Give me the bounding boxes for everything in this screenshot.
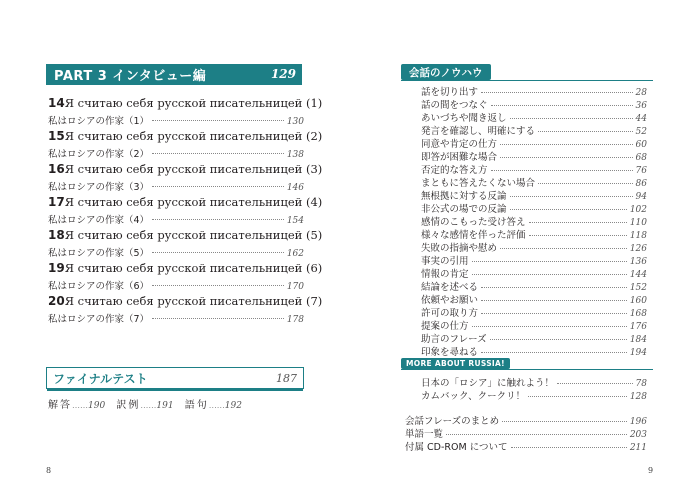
more-about-russia-tag: MORE ABOUT RUSSIA!: [401, 358, 510, 369]
knowhow-item[interactable]: 提案の仕方 176: [421, 321, 647, 332]
conversation-knowhow-tag: 会話のノウハウ: [401, 64, 491, 80]
knowhow-item[interactable]: 様々な感情を伴った評価 118: [421, 230, 647, 241]
dot-leader: [152, 252, 284, 253]
knowhow-item[interactable]: まともに答えたくない場合 86: [421, 178, 647, 189]
entry-title-ru: Я считаю себя русской писательницей (3): [64, 162, 323, 176]
knowhow-item[interactable]: 結論を述べる 152: [421, 282, 647, 293]
knowhow-item[interactable]: 許可の取り方 168: [421, 308, 647, 319]
final-test-underline: [47, 389, 303, 391]
toc-entry-18[interactable]: [48, 228, 323, 259]
toc-entry-17[interactable]: [48, 195, 323, 226]
entry-title-ja: 私はロシアの作家（5）: [48, 248, 150, 259]
entry-title-ja: 私はロシアの作家（3）: [48, 182, 150, 193]
entry-title-ja: 私はロシアの作家（6）: [48, 281, 150, 292]
knowhow-item[interactable]: 失敗の指摘や慰め 126: [421, 243, 647, 254]
knowhow-item[interactable]: 事実の引用 136: [421, 256, 647, 267]
section-rule: [401, 80, 653, 81]
part-3-header[interactable]: [46, 64, 302, 84]
entry-page: 178: [286, 315, 304, 325]
knowhow-item[interactable]: 感情のこもった受け答え 110: [421, 217, 647, 228]
column-item[interactable]: 日本の「ロシア」に触れよう！ 78: [421, 378, 647, 389]
entry-number: 15: [48, 129, 65, 143]
entry-title-ja: 私はロシアの作家（7）: [48, 314, 150, 325]
header-rule: [46, 84, 302, 85]
dot-leader: [152, 153, 284, 154]
knowhow-item[interactable]: 非公式の場での反論 102: [421, 204, 647, 215]
knowhow-item[interactable]: 否定的な答え方 76: [421, 165, 647, 176]
entry-page: 154: [286, 216, 304, 226]
final-test-title: ファイナルテスト: [53, 371, 148, 386]
entry-title-ja: 私はロシアの作家（1）: [48, 116, 150, 127]
right-page: [350, 0, 700, 497]
appendix-item[interactable]: 単語一覧 203: [405, 429, 647, 440]
toc-entry-16[interactable]: [48, 162, 323, 193]
toc-entry-15[interactable]: [48, 129, 323, 160]
entry-number: 20: [48, 294, 65, 308]
toc-entry-19[interactable]: [48, 261, 323, 292]
part-title: PART 3 インタビュー編: [54, 68, 207, 84]
page-number-left: 8: [46, 466, 52, 475]
entry-title-ru: Я считаю себя русской писательницей (6): [64, 261, 323, 275]
knowhow-item[interactable]: 印象を尋ねる 194: [421, 347, 647, 358]
dot-leader: [152, 285, 284, 286]
knowhow-item[interactable]: 即答が困難な場合 68: [421, 152, 647, 163]
final-test-page: 187: [276, 371, 297, 385]
knowhow-item[interactable]: 話を切り出す 28: [421, 87, 647, 98]
entry-title-ja: 私はロシアの作家（4）: [48, 215, 150, 226]
entry-number: 14: [48, 96, 65, 110]
entry-page: 162: [286, 249, 304, 259]
part-page-number: 129: [270, 67, 296, 81]
more-rule: [401, 369, 653, 370]
entry-title-ru: Я считаю себя русской писательницей (5): [64, 228, 323, 242]
knowhow-item[interactable]: 発言を確認し、明確にする 52: [421, 126, 647, 137]
entry-title-ru: Я считаю себя русской писательницей (2): [64, 129, 323, 143]
final-subitem-translations[interactable]: 訳例……191: [116, 400, 174, 411]
entry-number: 16: [48, 162, 65, 176]
entry-number: 17: [48, 195, 65, 209]
toc-entry-14[interactable]: [48, 96, 323, 127]
dot-leader: [152, 120, 284, 121]
knowhow-item[interactable]: 話の間をつなぐ 36: [421, 100, 647, 111]
entry-page: 130: [286, 117, 304, 127]
entry-title-ru: Я считаю себя русской писательницей (7): [64, 294, 323, 308]
dot-leader: [152, 186, 284, 187]
knowhow-item[interactable]: 情報の肯定 144: [421, 269, 647, 280]
dot-leader: [152, 219, 284, 220]
final-test-header[interactable]: [46, 367, 304, 389]
entry-title-ru: Я считаю себя русской писательницей (1): [64, 96, 323, 110]
appendix-item[interactable]: 会話フレーズのまとめ 196: [405, 416, 647, 427]
toc-entry-20[interactable]: [48, 294, 323, 325]
entry-page: 146: [286, 183, 304, 193]
entry-page: 138: [286, 150, 304, 160]
knowhow-item[interactable]: あいづちや聞き返し 44: [421, 113, 647, 124]
knowhow-item[interactable]: 無根拠に対する反論 94: [421, 191, 647, 202]
entry-title-ru: Я считаю себя русской писательницей (4): [64, 195, 323, 209]
column-item[interactable]: カムバック、クークリ！ 128: [421, 391, 647, 402]
page-number-right: 9: [648, 466, 654, 475]
knowhow-item[interactable]: 助言のフレーズ 184: [421, 334, 647, 345]
knowhow-item[interactable]: 依頼やお願い 160: [421, 295, 647, 306]
entry-title-ja: 私はロシアの作家（2）: [48, 149, 150, 160]
final-subitem-answers[interactable]: 解答……190: [48, 400, 106, 411]
entry-page: 170: [286, 282, 304, 292]
entry-number: 19: [48, 261, 65, 275]
final-test-subitems: [48, 396, 250, 411]
final-subitem-vocabulary[interactable]: 語句……192: [184, 400, 242, 411]
entry-number: 18: [48, 228, 65, 242]
appendix-item[interactable]: 付属 CD-ROM について 211: [405, 442, 647, 453]
knowhow-item[interactable]: 同意や肯定の仕方 60: [421, 139, 647, 150]
dot-leader: [152, 318, 284, 319]
